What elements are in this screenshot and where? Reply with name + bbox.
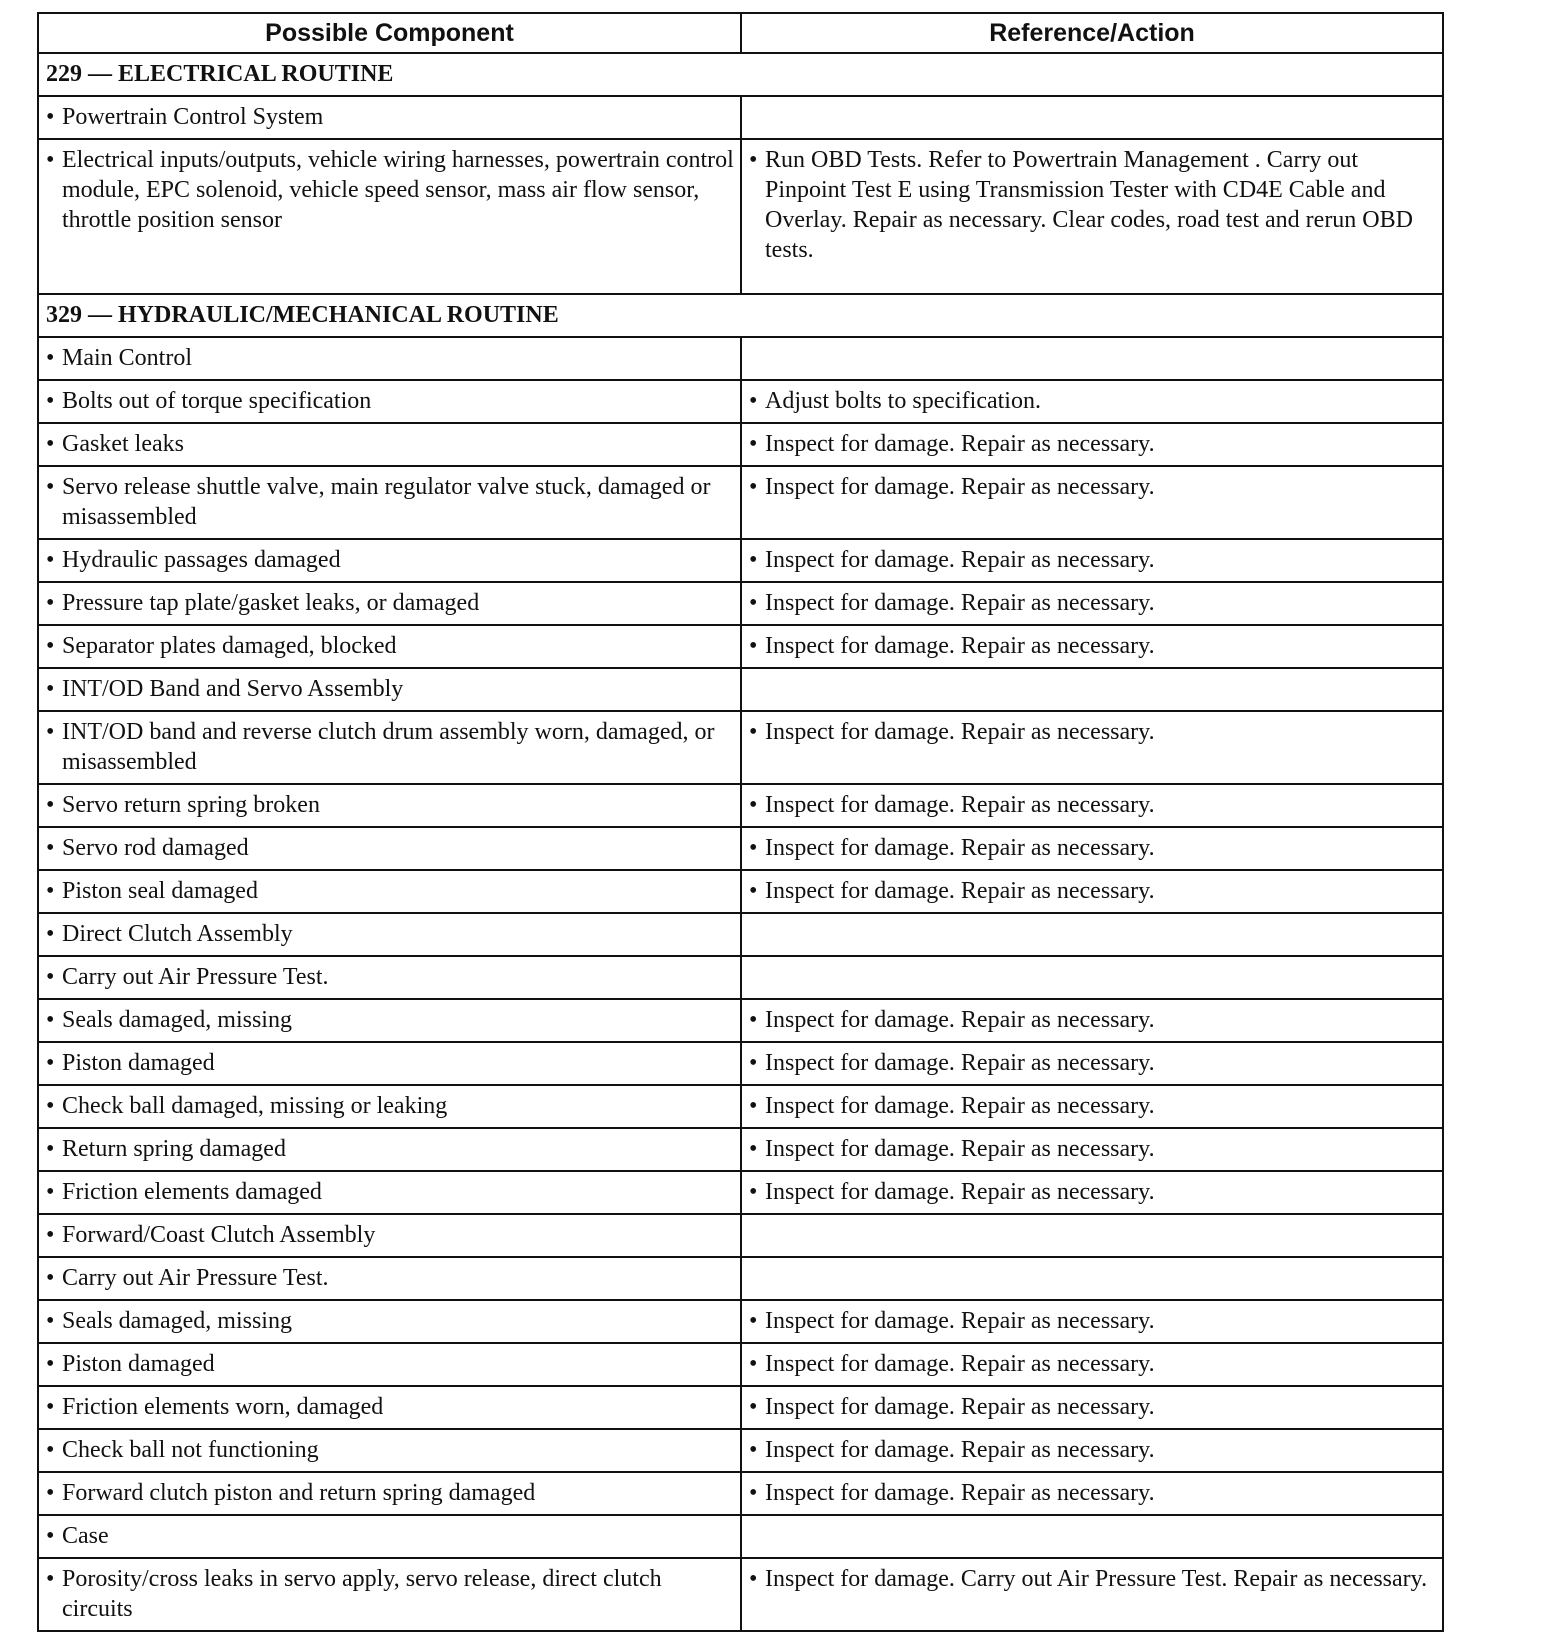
bullet-icon: • xyxy=(749,474,758,500)
bullet-icon: • xyxy=(46,964,55,990)
component-cell-text: Direct Clutch Assembly xyxy=(62,921,293,947)
component-cell xyxy=(38,625,741,668)
bullet-icon: • xyxy=(46,388,55,414)
table-row xyxy=(38,139,1443,294)
table-row xyxy=(38,1300,1443,1343)
bullet-icon: • xyxy=(46,1093,55,1119)
component-cell xyxy=(38,956,741,999)
bullet-item xyxy=(749,386,1436,416)
component-cell xyxy=(38,139,741,294)
table-row xyxy=(38,999,1443,1042)
action-cell xyxy=(741,711,1443,784)
diagnosis-table xyxy=(37,12,1444,1632)
component-cell-text: Check ball damaged, missing or leaking xyxy=(62,1093,448,1119)
bullet-icon: • xyxy=(46,1308,55,1334)
component-cell-text: Friction elements worn, damaged xyxy=(62,1394,384,1420)
bullet-item xyxy=(46,919,734,949)
table-row xyxy=(38,539,1443,582)
bullet-icon: • xyxy=(749,835,758,861)
section-heading: 329 — HYDRAULIC/MECHANICAL ROUTINE xyxy=(38,294,1443,337)
bullet-icon: • xyxy=(46,590,55,616)
component-cell xyxy=(38,1558,741,1631)
bullet-item xyxy=(749,1005,1436,1035)
action-cell xyxy=(741,870,1443,913)
component-cell xyxy=(38,1472,741,1515)
bullet-item xyxy=(46,674,734,704)
table-row xyxy=(38,1257,1443,1300)
action-cell xyxy=(741,1515,1443,1558)
action-cell xyxy=(741,1429,1443,1472)
component-cell xyxy=(38,337,741,380)
table-row xyxy=(38,1429,1443,1472)
action-cell xyxy=(741,139,1443,294)
component-cell-text: Return spring damaged xyxy=(62,1136,286,1162)
component-cell xyxy=(38,582,741,625)
action-cell-text: Inspect for damage. Repair as necessary. xyxy=(765,1308,1155,1334)
action-cell xyxy=(741,1085,1443,1128)
table-row xyxy=(38,1343,1443,1386)
action-cell-text: Inspect for damage. Repair as necessary. xyxy=(765,633,1155,659)
bullet-icon: • xyxy=(749,431,758,457)
bullet-item xyxy=(749,1392,1436,1422)
bullet-icon: • xyxy=(749,719,758,745)
component-cell xyxy=(38,423,741,466)
component-cell xyxy=(38,1300,741,1343)
bullet-item xyxy=(46,429,734,459)
action-cell-text: Inspect for damage. Repair as necessary. xyxy=(765,1093,1155,1119)
bullet-item xyxy=(46,472,734,532)
table-row xyxy=(38,956,1443,999)
action-cell xyxy=(741,466,1443,539)
component-cell xyxy=(38,1128,741,1171)
bullet-icon: • xyxy=(46,1136,55,1162)
component-cell-text: Friction elements damaged xyxy=(62,1179,322,1205)
action-cell xyxy=(741,1386,1443,1429)
bullet-item xyxy=(46,343,734,373)
action-cell xyxy=(741,956,1443,999)
bullet-item xyxy=(46,1220,734,1250)
bullet-icon: • xyxy=(46,1566,55,1592)
action-cell xyxy=(741,423,1443,466)
table-row xyxy=(38,466,1443,539)
component-cell xyxy=(38,380,741,423)
bullet-item xyxy=(749,876,1436,906)
bullet-icon: • xyxy=(749,878,758,904)
component-cell xyxy=(38,1515,741,1558)
table-row xyxy=(38,582,1443,625)
bullet-icon: • xyxy=(46,1050,55,1076)
bullet-item xyxy=(749,1134,1436,1164)
component-cell-text: Gasket leaks xyxy=(62,431,184,457)
bullet-item xyxy=(749,429,1436,459)
bullet-icon: • xyxy=(46,104,55,130)
component-cell-text: Seals damaged, missing xyxy=(62,1007,292,1033)
bullet-icon: • xyxy=(46,1007,55,1033)
component-cell-text: Piston damaged xyxy=(62,1351,215,1377)
table-row xyxy=(38,827,1443,870)
action-cell-text: Inspect for damage. Repair as necessary. xyxy=(765,547,1155,573)
table-row xyxy=(38,1171,1443,1214)
bullet-icon: • xyxy=(46,719,55,745)
bullet-icon: • xyxy=(749,1179,758,1205)
component-cell xyxy=(38,539,741,582)
bullet-icon: • xyxy=(46,878,55,904)
bullet-item xyxy=(46,1005,734,1035)
action-cell xyxy=(741,539,1443,582)
component-cell xyxy=(38,96,741,139)
bullet-item xyxy=(749,1177,1436,1207)
component-cell-text: Servo rod damaged xyxy=(62,835,249,861)
bullet-item xyxy=(749,472,1436,502)
bullet-item xyxy=(46,1091,734,1121)
action-cell-text: Inspect for damage. Repair as necessary. xyxy=(765,590,1155,616)
table-row xyxy=(38,668,1443,711)
action-cell xyxy=(741,1558,1443,1631)
action-cell-text: Inspect for damage. Repair as necessary. xyxy=(765,878,1155,904)
action-cell-text: Inspect for damage. Repair as necessary. xyxy=(765,1394,1155,1420)
bullet-icon: • xyxy=(749,633,758,659)
component-cell xyxy=(38,913,741,956)
action-cell xyxy=(741,913,1443,956)
component-cell xyxy=(38,1085,741,1128)
component-cell-text: Pressure tap plate/gasket leaks, or damaged xyxy=(62,590,480,616)
bullet-icon: • xyxy=(46,1351,55,1377)
bullet-icon: • xyxy=(46,676,55,702)
bullet-icon: • xyxy=(749,792,758,818)
component-cell xyxy=(38,1343,741,1386)
component-cell xyxy=(38,1386,741,1429)
bullet-item xyxy=(46,1521,734,1551)
table-row xyxy=(38,1042,1443,1085)
table-row xyxy=(38,1386,1443,1429)
table-row xyxy=(38,1085,1443,1128)
bullet-icon: • xyxy=(46,633,55,659)
bullet-icon: • xyxy=(46,147,55,173)
action-cell xyxy=(741,827,1443,870)
component-cell xyxy=(38,1171,741,1214)
component-cell-text: Hydraulic passages damaged xyxy=(62,547,341,573)
action-cell xyxy=(741,337,1443,380)
bullet-item xyxy=(749,1435,1436,1465)
bullet-item xyxy=(46,1048,734,1078)
table-row xyxy=(38,625,1443,668)
action-cell-text: Inspect for damage. Repair as necessary. xyxy=(765,1179,1155,1205)
action-cell-text: Inspect for damage. Carry out Air Pressure Test. Repair as necessary. xyxy=(765,1566,1428,1592)
bullet-icon: • xyxy=(749,1566,758,1592)
component-cell-text: Forward clutch piston and return spring damaged xyxy=(62,1480,536,1506)
bullet-item xyxy=(749,790,1436,820)
bullet-item xyxy=(46,790,734,820)
bullet-icon: • xyxy=(749,1351,758,1377)
action-cell xyxy=(741,1472,1443,1515)
header-possible-component: Possible Component xyxy=(38,13,741,53)
action-cell xyxy=(741,1042,1443,1085)
action-cell xyxy=(741,1171,1443,1214)
bullet-icon: • xyxy=(46,345,55,371)
bullet-item xyxy=(46,1263,734,1293)
component-cell xyxy=(38,711,741,784)
bullet-item xyxy=(46,962,734,992)
bullet-item xyxy=(749,588,1436,618)
bullet-icon: • xyxy=(46,921,55,947)
action-cell xyxy=(741,1214,1443,1257)
component-cell-text: Carry out Air Pressure Test. xyxy=(62,1265,329,1291)
table-row xyxy=(38,423,1443,466)
component-cell-text: Main Control xyxy=(62,345,192,371)
bullet-icon: • xyxy=(46,835,55,861)
action-cell xyxy=(741,582,1443,625)
action-cell xyxy=(741,784,1443,827)
action-cell-text: Inspect for damage. Repair as necessary. xyxy=(765,719,1155,745)
action-cell-text: Inspect for damage. Repair as necessary. xyxy=(765,1007,1155,1033)
bullet-item xyxy=(46,717,734,777)
table-row xyxy=(38,1515,1443,1558)
component-cell xyxy=(38,1042,741,1085)
bullet-item xyxy=(749,1478,1436,1508)
bullet-item xyxy=(46,145,734,235)
component-cell xyxy=(38,466,741,539)
component-cell-text: Electrical inputs/outputs, vehicle wiring harnesses, powertrain control module, EPC solenoid, vehicle speed sensor, mass air flow sensor, throttle position sensor xyxy=(62,147,734,233)
action-cell-text: Inspect for damage. Repair as necessary. xyxy=(765,474,1155,500)
component-cell-text: Case xyxy=(62,1523,109,1549)
component-cell xyxy=(38,870,741,913)
table-row xyxy=(38,1128,1443,1171)
bullet-icon: • xyxy=(46,431,55,457)
action-cell-text: Inspect for damage. Repair as necessary. xyxy=(765,1437,1155,1463)
component-cell-text: Bolts out of torque specification xyxy=(62,388,372,414)
bullet-icon: • xyxy=(749,1007,758,1033)
component-cell-text: Piston seal damaged xyxy=(62,878,258,904)
bullet-item xyxy=(46,1134,734,1164)
header-row xyxy=(38,13,1443,53)
action-cell-text: Inspect for damage. Repair as necessary. xyxy=(765,835,1155,861)
bullet-item xyxy=(749,145,1436,265)
bullet-icon: • xyxy=(46,1222,55,1248)
bullet-icon: • xyxy=(46,1265,55,1291)
table-row xyxy=(38,1472,1443,1515)
bullet-item xyxy=(749,1306,1436,1336)
bullet-item xyxy=(749,631,1436,661)
action-cell xyxy=(741,999,1443,1042)
bullet-icon: • xyxy=(46,1437,55,1463)
bullet-item xyxy=(46,545,734,575)
bullet-item xyxy=(46,833,734,863)
section-row xyxy=(38,294,1443,337)
header-reference-action: Reference/Action xyxy=(741,13,1443,53)
table-row xyxy=(38,337,1443,380)
bullet-icon: • xyxy=(749,1050,758,1076)
action-cell xyxy=(741,625,1443,668)
component-cell-text: Seals damaged, missing xyxy=(62,1308,292,1334)
component-cell xyxy=(38,1257,741,1300)
table-row xyxy=(38,96,1443,139)
bullet-item xyxy=(46,102,734,132)
bullet-icon: • xyxy=(749,1394,758,1420)
table-row xyxy=(38,380,1443,423)
bullet-item xyxy=(749,1048,1436,1078)
component-cell-text: Forward/Coast Clutch Assembly xyxy=(62,1222,376,1248)
section-heading: 229 — ELECTRICAL ROUTINE xyxy=(38,53,1443,96)
bullet-item xyxy=(749,545,1436,575)
bullet-item xyxy=(749,717,1436,747)
bullet-item xyxy=(749,1349,1436,1379)
action-cell xyxy=(741,1257,1443,1300)
bullet-item xyxy=(46,1478,734,1508)
bullet-icon: • xyxy=(46,1179,55,1205)
component-cell xyxy=(38,1214,741,1257)
component-cell-text: Servo release shuttle valve, main regulator valve stuck, damaged or misassembled xyxy=(62,474,711,530)
bullet-icon: • xyxy=(46,1394,55,1420)
action-cell xyxy=(741,1128,1443,1171)
table-row xyxy=(38,1214,1443,1257)
component-cell-text: Porosity/cross leaks in servo apply, servo release, direct clutch circuits xyxy=(62,1566,662,1622)
action-cell-text: Inspect for damage. Repair as necessary. xyxy=(765,792,1155,818)
action-cell xyxy=(741,668,1443,711)
bullet-item xyxy=(749,1564,1436,1594)
bullet-icon: • xyxy=(749,590,758,616)
component-cell xyxy=(38,784,741,827)
bullet-icon: • xyxy=(749,1437,758,1463)
table-row xyxy=(38,913,1443,956)
action-cell xyxy=(741,96,1443,139)
component-cell-text: INT/OD band and reverse clutch drum assembly worn, damaged, or misassembled xyxy=(62,719,715,775)
bullet-icon: • xyxy=(749,1093,758,1119)
bullet-item xyxy=(46,1306,734,1336)
bullet-icon: • xyxy=(46,474,55,500)
component-cell-text: Carry out Air Pressure Test. xyxy=(62,964,329,990)
component-cell xyxy=(38,999,741,1042)
bullet-item xyxy=(46,1435,734,1465)
bullet-item xyxy=(749,833,1436,863)
action-cell-text: Inspect for damage. Repair as necessary. xyxy=(765,1351,1155,1377)
component-cell-text: Separator plates damaged, blocked xyxy=(62,633,397,659)
bullet-icon: • xyxy=(46,792,55,818)
component-cell xyxy=(38,668,741,711)
table-row xyxy=(38,870,1443,913)
bullet-icon: • xyxy=(749,147,758,173)
bullet-item xyxy=(46,876,734,906)
bullet-item xyxy=(46,1177,734,1207)
action-cell-text: Inspect for damage. Repair as necessary. xyxy=(765,1480,1155,1506)
bullet-icon: • xyxy=(749,547,758,573)
bullet-item xyxy=(749,1091,1436,1121)
bullet-item xyxy=(46,1564,734,1624)
component-cell-text: Piston damaged xyxy=(62,1050,215,1076)
component-cell-text: Powertrain Control System xyxy=(62,104,324,130)
action-cell-text: Adjust bolts to specification. xyxy=(765,388,1041,414)
bullet-icon: • xyxy=(749,1480,758,1506)
bullet-icon: • xyxy=(749,1308,758,1334)
action-cell xyxy=(741,1300,1443,1343)
bullet-item xyxy=(46,588,734,618)
action-cell-text: Inspect for damage. Repair as necessary. xyxy=(765,1050,1155,1076)
bullet-item xyxy=(46,386,734,416)
component-cell-text: INT/OD Band and Servo Assembly xyxy=(62,676,404,702)
bullet-icon: • xyxy=(46,547,55,573)
component-cell xyxy=(38,827,741,870)
table-row xyxy=(38,784,1443,827)
table-row xyxy=(38,711,1443,784)
bullet-item xyxy=(46,631,734,661)
action-cell-text: Inspect for damage. Repair as necessary. xyxy=(765,1136,1155,1162)
table-row xyxy=(38,1558,1443,1631)
section-row xyxy=(38,53,1443,96)
component-cell xyxy=(38,1429,741,1472)
bullet-item xyxy=(46,1392,734,1422)
bullet-icon: • xyxy=(749,1136,758,1162)
action-cell xyxy=(741,380,1443,423)
bullet-icon: • xyxy=(749,388,758,414)
bullet-icon: • xyxy=(46,1523,55,1549)
action-cell xyxy=(741,1343,1443,1386)
bullet-icon: • xyxy=(46,1480,55,1506)
component-cell-text: Check ball not functioning xyxy=(62,1437,319,1463)
bullet-item xyxy=(46,1349,734,1379)
component-cell-text: Servo return spring broken xyxy=(62,792,320,818)
action-cell-text: Run OBD Tests. Refer to Powertrain Management . Carry out Pinpoint Test E using Transmission Tester with CD4E Cable and Overlay. Repair as necessary. Clear codes, road test and rerun OBD tests. xyxy=(765,147,1413,263)
action-cell-text: Inspect for damage. Repair as necessary. xyxy=(765,431,1155,457)
